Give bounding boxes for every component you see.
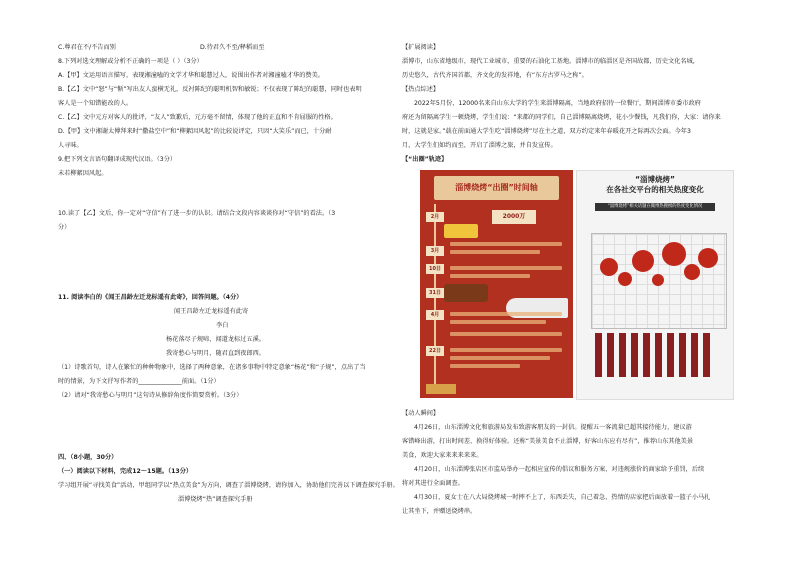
timeline-text — [450, 274, 530, 278]
timeline-step: 22日 — [426, 346, 444, 356]
hot-summary-p3: 时，这就是家。”载在前面通大学生吃“淄博烧烤”尽在主之道，双方约定来年春暖花开之际再次会面。今年3 — [402, 128, 691, 135]
timeline-step: 31日 — [426, 288, 444, 298]
extended-reading-p1: 淄博市，山东省地级市，现代工业城市，重要的石油化工基地。淄博市的临淄区是齐国故都，历史文化名城， — [402, 58, 699, 65]
moments-heading: 【动人瞬间】 — [402, 410, 440, 417]
graph-subtitle: “淄博烧烤”相关话题在微博热搜榜的热度变化情况 — [595, 203, 715, 211]
bbq-photo-icon — [444, 284, 488, 302]
question-10: 10.读了【乙】文后，你一定对“守信”有了进一步的认识。请结合文段内容谈谈你对“守信”的看法。（3 — [58, 210, 336, 217]
timeline-poster — [420, 170, 573, 398]
trajectory-heading: 【“出圈”轨迹】 — [402, 156, 448, 163]
date-bar — [679, 333, 686, 377]
heat-bubble — [600, 258, 618, 276]
timeline-text — [450, 242, 562, 246]
moment-1-end: 美食，欢迎大家来来来来来。 — [402, 452, 483, 459]
question-10-cont: 分） — [58, 224, 71, 231]
hot-summary-heading: 【热点综述】 — [402, 86, 440, 93]
heat-bubble — [662, 242, 686, 266]
question-11: 11. 阅读李白的《闻王昌龄左迁龙标遥有此寄》，回答问题。（4分） — [58, 294, 243, 301]
timeline-text — [450, 312, 562, 316]
timeline-text — [450, 320, 546, 324]
question-8: 8.下列对选文理解或分析不正确的一项是（ ）（3分） — [58, 58, 203, 65]
moment-2-cont: 将对其进行全面调查。 — [402, 480, 464, 487]
moment-2: 4月20日，山东淄博张店区市监局举办一起相应宣传的倡议和服务方案，对违规涨价的商家给予重罚，后续 — [414, 466, 705, 473]
timeline-text — [450, 348, 562, 352]
poem-title: 闻王昌龄左迁龙标遥有此寄 — [174, 308, 249, 315]
hot-summary-p2: 府还为留隔离学生一顿烧烤，学生们说：“来都的同学们，自己淄博隔离烧烤，花小少餐钱，凡我们你，大家：请你来 — [402, 114, 721, 121]
date-bar — [631, 333, 638, 377]
graph-title — [577, 175, 733, 195]
timeline-step: 3月 — [426, 246, 444, 256]
heat-bubble — [652, 274, 664, 286]
date-bar — [703, 333, 710, 377]
extended-reading-p1-cont: 历史悠久，古代齐国首都，齐文化的发祥地，有“东方古罗马之称”。 — [402, 72, 588, 79]
timeline-text — [450, 266, 562, 270]
heat-bubble — [632, 250, 654, 272]
date-bar — [595, 333, 602, 377]
activity-intro: 学习组开展“寻找美食”活动，甲组同学以“热点美食”为方向，调查了淄博烧烤，请你加入，协助他们完善以下调查探究手册。 — [58, 482, 399, 489]
q8-option-b-cont: 客人是一个知错能改的人。 — [58, 100, 133, 107]
option-d: D.待君久不至/释稻而至 — [200, 44, 265, 51]
poster-logo — [426, 384, 456, 394]
section-4-subheading: （一）阅读以下材料，完成12～15题。（13分） — [58, 468, 193, 475]
graph-title-line-2: 在各社交平台的相关热度变化 — [606, 185, 704, 194]
q11-part-1-cont: 时的情景，为下文抒写作者的______________前面。（1分） — [58, 378, 220, 385]
q8-option-b: B.【乙】文中“怒”与“惭”写出友人蛮横无礼，反衬陈纪的聪明机智和敏锐；不仅表现了陈纪的聪慧，同时也表明 — [58, 86, 362, 93]
moment-1: 4月26日，山东淄博文化和旅游局发布致游客朋友的一封信。提醒五一客流量已超其接待能力，建议游 — [414, 424, 692, 431]
poem-author: 李白 — [216, 322, 229, 329]
date-bar — [691, 333, 698, 377]
hot-summary-p4: 月，大学生们如约而至，开启了淄博之旅，并自发宣传。 — [402, 142, 557, 149]
question-9: 9.把下列文言语句翻译成现代汉语。（3分） — [58, 156, 177, 163]
q8-option-a: A.【甲】文运用语言描写，表现湘潼嗑的文学才华和聪慧过人，说围出作者对湘潼嗑才华的赞美。 — [58, 72, 324, 79]
poem-line-1: 杨花落尽子规啼，闻道龙标过五溪。 — [166, 336, 265, 343]
moment-1-cont: 客错峰出游，打出时间差、换得好体验。还称“美景美食不止淄博，好客山东应有尽有”，推荐山东其他美景 — [402, 438, 694, 445]
date-bar — [643, 333, 650, 377]
timeline-step: 4月 — [426, 310, 444, 320]
handbook-title: 淄博烧烤“热”调查探究手册 — [178, 496, 253, 503]
timeline-step: 2月 — [426, 212, 444, 222]
graph-plot-area — [591, 233, 727, 329]
date-bar — [607, 333, 614, 377]
q8-option-d: D.【甲】文中湘谢太傅拜来时“撒盐空中”和“柳絮因风起”的比较说评定，只因“大笑乐”而已，十分耐 — [58, 128, 332, 135]
q8-option-d-cont: 人寻味。 — [58, 142, 83, 149]
moment-3-cont: 让其坐下，并赠送烧烤串。 — [402, 508, 477, 515]
q11-part-1: （1）诗歌首句，诗人在繁忙的种种物象中，选择了两种意象，在诸多事物中特定意象“杨花”和“子规”，点出了当 — [58, 364, 366, 371]
q9-sentence: 未若柳絮因风起。 — [58, 170, 108, 177]
poster-title: 淄博烧烤“出圈”时间轴 — [434, 176, 559, 200]
section-4-heading: 四、（8小题，30分） — [58, 454, 118, 461]
heat-bubble — [684, 264, 700, 280]
heat-bubble — [618, 272, 632, 286]
hot-summary-p1: 2022年5月份，12000名来自山东大学的学生来淄博隔离，当地政府招待一位餐厅，期间淄博市委市政府 — [414, 100, 701, 107]
timeline-text — [450, 364, 520, 368]
date-bar — [655, 333, 662, 377]
heat-bubble — [698, 248, 718, 268]
poem-line-2: 我寄愁心与明月，随君直到夜郎西。 — [166, 350, 265, 357]
q11-part-2: （2）请对“我寄愁心与明月”这句诗从修辞角度作简要赏析。（3分） — [58, 392, 243, 399]
heat-graph — [576, 170, 734, 400]
timeline-text — [450, 356, 550, 360]
moment-3: 4月30日，夏女士在八大局烧烤城一时摔不上了，东西丢失，自己着急，热情的店家把后面放着一篮子小马扎 — [414, 494, 711, 501]
poster-badge: 2000万 — [492, 210, 536, 224]
date-bar — [667, 333, 674, 377]
option-c: C.尊君在不/不告而别 — [58, 44, 116, 51]
timeline-step: 10日 — [426, 264, 444, 274]
q8-option-c: C.【乙】文中元方对客人的批评，“友人”致歉后，元方毫不留情，体现了他的正直和不肯屈服的性格。 — [58, 114, 337, 121]
timeline-text — [450, 332, 562, 336]
food-photo-icon — [444, 224, 478, 238]
extended-reading-heading: 【扩展阅读】 — [402, 44, 440, 51]
timeline-text — [450, 250, 540, 254]
graph-title-line-1: “淄博烧烤” — [635, 175, 675, 184]
date-bar — [619, 333, 626, 377]
